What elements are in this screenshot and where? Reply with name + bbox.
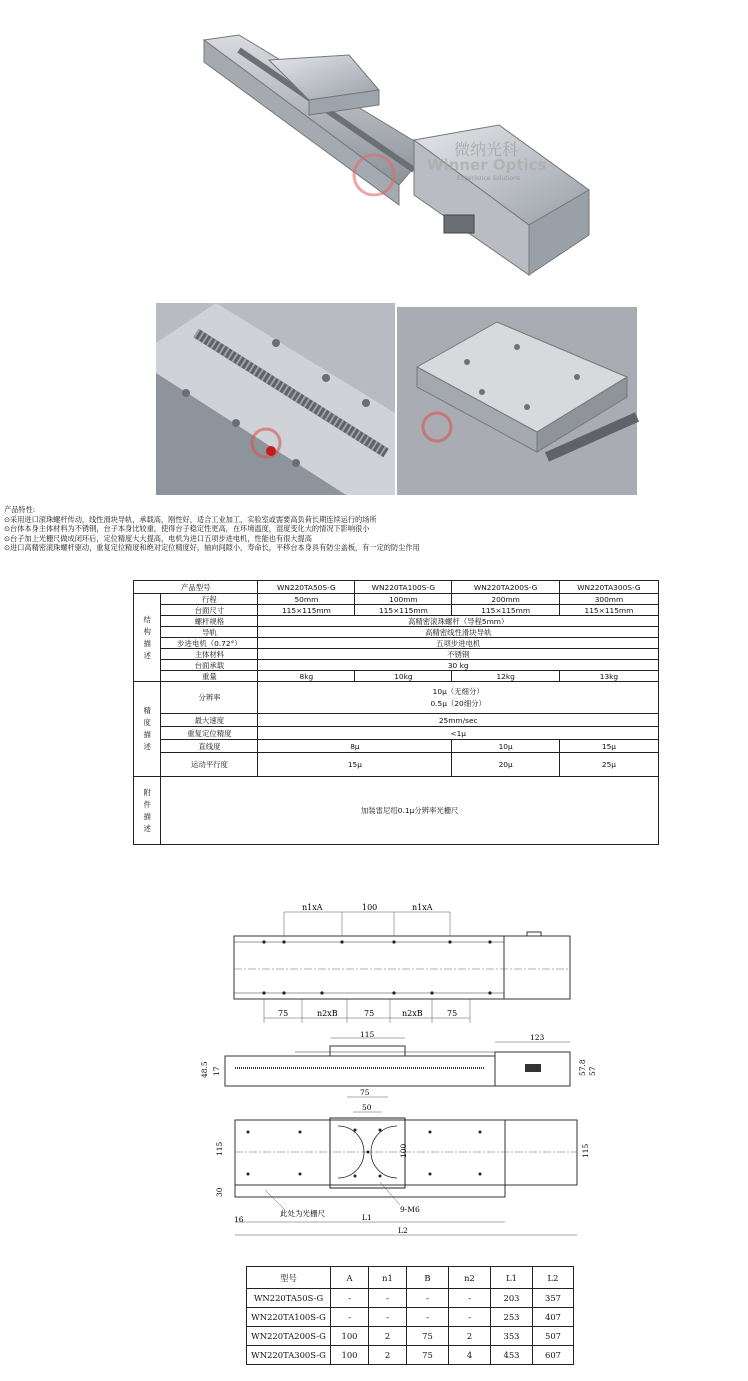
cell-value: 10kg bbox=[355, 671, 452, 682]
row-label-motor: 步进电机（0.72°） bbox=[161, 638, 258, 649]
dimension-table bbox=[246, 1266, 574, 1365]
row-label-repeat: 重复定位精度 bbox=[161, 727, 258, 740]
cell-value: 115×115mm bbox=[559, 605, 658, 616]
cell-value: <1μ bbox=[258, 727, 659, 740]
dim-label: 17 bbox=[212, 1066, 221, 1076]
cell-value: 115×115mm bbox=[452, 605, 560, 616]
accessory-value: 加装雷尼绍0.1μ分辨率光栅尺 bbox=[161, 777, 659, 845]
watermark-tag: Experience Solutions bbox=[457, 175, 520, 182]
table-header: B bbox=[407, 1267, 449, 1289]
cell-value: 五项步进电机 bbox=[258, 638, 659, 649]
row-label-load: 台面承载 bbox=[161, 660, 258, 671]
table-cell: 2 bbox=[369, 1327, 407, 1346]
model-header-label: 产品型号 bbox=[134, 581, 258, 594]
table-cell: WN220TA100S-G bbox=[247, 1308, 331, 1327]
feature-heading: 产品特性: bbox=[4, 505, 36, 514]
table-cell: 100 bbox=[331, 1327, 369, 1346]
cell-value: 20μ bbox=[452, 753, 560, 777]
cell-value: 10μ bbox=[452, 740, 560, 753]
model-name: WN220TA300S-G bbox=[559, 581, 658, 594]
cell-value: 25μ bbox=[559, 753, 658, 777]
cell-value: 300mm bbox=[559, 594, 658, 605]
table-header: L2 bbox=[533, 1267, 574, 1289]
cell-value: 高精密线性滑块导轨 bbox=[258, 627, 659, 638]
watermark-cn: 微纳光科 bbox=[454, 140, 519, 159]
table-cell: 507 bbox=[533, 1327, 574, 1346]
table-cell: 75 bbox=[407, 1346, 449, 1365]
feature-item: ⊙进口高精密滚珠螺杆驱动，重复定位精度和绝对定位精度好，轴向间隙小，寿命长，平移台本身具有防尘盖板，有一定的防尘作用 bbox=[4, 543, 420, 553]
table-cell: 2 bbox=[449, 1327, 491, 1346]
cell-value: 115×115mm bbox=[258, 605, 355, 616]
row-label-guide: 导轨 bbox=[161, 627, 258, 638]
feature-item: ⊙台子加上光栅尺做成闭环后，定位精度大大提高，电机为进口五项步进电机，性能也有很大提高 bbox=[4, 533, 312, 543]
cell-value: 25mm/sec bbox=[258, 714, 659, 727]
table-cell: 353 bbox=[491, 1327, 533, 1346]
cell-value: 8μ bbox=[258, 740, 452, 753]
drawing-top-view bbox=[222, 898, 582, 1023]
cell-value: 200mm bbox=[452, 594, 560, 605]
product-photo-screw bbox=[156, 303, 395, 495]
table-row bbox=[247, 1289, 574, 1308]
table-cell: 607 bbox=[533, 1346, 574, 1365]
dim-label: 50 bbox=[362, 1103, 372, 1112]
group-accessory: 附 件 描 述 bbox=[134, 777, 161, 845]
drawing-side-view bbox=[195, 1028, 595, 1098]
dim-label: 48.5 bbox=[200, 1061, 209, 1078]
row-label-material: 主体材料 bbox=[161, 649, 258, 660]
dim-label: 115 bbox=[581, 1143, 590, 1158]
table-cell: - bbox=[369, 1308, 407, 1327]
table-cell: 75 bbox=[407, 1327, 449, 1346]
cell-value: 13kg bbox=[559, 671, 658, 682]
cell-value: 115×115mm bbox=[355, 605, 452, 616]
cell-value: 不锈钢 bbox=[258, 649, 659, 660]
dim-label: 75 bbox=[364, 1009, 375, 1018]
cell-value: 100mm bbox=[355, 594, 452, 605]
dim-label: n2xB bbox=[402, 1009, 423, 1018]
dim-label: 100 bbox=[362, 903, 378, 912]
cell-value: 15μ bbox=[559, 740, 658, 753]
table-row bbox=[247, 1346, 574, 1365]
cell-value: 50mm bbox=[258, 594, 355, 605]
cell-value: 12kg bbox=[452, 671, 560, 682]
table-cell: WN220TA300S-G bbox=[247, 1346, 331, 1365]
table-header: L1 bbox=[491, 1267, 533, 1289]
group-structure: 结 构 描 述 bbox=[134, 594, 161, 682]
cell-value: 8kg bbox=[258, 671, 355, 682]
model-name: WN220TA100S-G bbox=[355, 581, 452, 594]
dim-label: 123 bbox=[530, 1033, 545, 1042]
dim-label: 115 bbox=[360, 1030, 375, 1039]
dim-label: 30 bbox=[215, 1187, 224, 1197]
dim-label: 75 bbox=[360, 1088, 370, 1097]
dim-label: 75 bbox=[447, 1009, 458, 1018]
spec-table bbox=[133, 580, 659, 845]
cell-value: 10μ（无细分） 0.5μ（20细分） bbox=[258, 682, 659, 714]
dim-label: 57.8 bbox=[578, 1059, 587, 1076]
table-cell: 2 bbox=[369, 1346, 407, 1365]
dim-label: 100 bbox=[399, 1143, 408, 1158]
dim-label: n1xA bbox=[412, 903, 433, 912]
model-name: WN220TA200S-G bbox=[452, 581, 560, 594]
dim-label: 16 bbox=[234, 1215, 244, 1224]
row-label-resolution: 分辨率 bbox=[161, 682, 258, 714]
dim-label: n1xA bbox=[302, 903, 323, 912]
feature-item: ⊙采用进口滚珠螺杆传动，线性滑块导轨，承载高，刚性好，适合工业加工，实验室或需要高负荷长期连续运行的场所 bbox=[4, 514, 377, 524]
row-label-straightness: 直线度 bbox=[161, 740, 258, 753]
dim-label: 此处为光栅尺 bbox=[280, 1209, 325, 1218]
table-cell: - bbox=[369, 1289, 407, 1308]
row-label-max-speed: 最大速度 bbox=[161, 714, 258, 727]
table-cell: 253 bbox=[491, 1308, 533, 1327]
row-label-weight: 重量 bbox=[161, 671, 258, 682]
dim-label: 57 bbox=[588, 1066, 597, 1076]
table-cell: 357 bbox=[533, 1289, 574, 1308]
table-cell: WN220TA50S-G bbox=[247, 1289, 331, 1308]
row-label-screw: 螺杆规格 bbox=[161, 616, 258, 627]
table-cell: - bbox=[449, 1289, 491, 1308]
dim-label: 75 bbox=[278, 1009, 289, 1018]
table-cell: - bbox=[407, 1308, 449, 1327]
table-cell: 203 bbox=[491, 1289, 533, 1308]
dim-label: L1 bbox=[362, 1213, 372, 1222]
table-cell: - bbox=[331, 1289, 369, 1308]
row-label-stroke: 行程 bbox=[161, 594, 258, 605]
table-header: A bbox=[331, 1267, 369, 1289]
feature-list bbox=[4, 505, 744, 553]
cell-value: 30 kg bbox=[258, 660, 659, 671]
group-precision: 精 度 描 述 bbox=[134, 682, 161, 777]
table-cell: 100 bbox=[331, 1346, 369, 1365]
dim-label: 9-M6 bbox=[400, 1205, 420, 1214]
table-cell: - bbox=[407, 1289, 449, 1308]
table-row bbox=[247, 1327, 574, 1346]
drawing-plan-view bbox=[210, 1090, 595, 1250]
dim-label: 115 bbox=[215, 1141, 224, 1156]
cell-value: 15μ bbox=[258, 753, 452, 777]
model-name: WN220TA50S-G bbox=[258, 581, 355, 594]
table-row bbox=[247, 1308, 574, 1327]
product-photo-carriage bbox=[397, 307, 637, 495]
watermark-en: Winner Optics bbox=[427, 156, 547, 174]
feature-item: ⊙台体本身主体材料为不锈钢，台子本身比较重，使得台子稳定性更高，在环境温度，湿度变化大的情况下影响很小 bbox=[4, 524, 370, 534]
table-header: 型号 bbox=[247, 1267, 331, 1289]
table-cell: 4 bbox=[449, 1346, 491, 1365]
table-cell: 407 bbox=[533, 1308, 574, 1327]
table-cell: 453 bbox=[491, 1346, 533, 1365]
dim-label: n2xB bbox=[317, 1009, 338, 1018]
row-label-parallelism: 运动平行度 bbox=[161, 753, 258, 777]
table-header: n2 bbox=[449, 1267, 491, 1289]
table-cell: - bbox=[449, 1308, 491, 1327]
table-header: n1 bbox=[369, 1267, 407, 1289]
row-label-table-size: 台面尺寸 bbox=[161, 605, 258, 616]
table-cell: WN220TA200S-G bbox=[247, 1327, 331, 1346]
product-photo-main bbox=[199, 30, 591, 290]
table-cell: - bbox=[331, 1308, 369, 1327]
cell-value: 高精密滚珠螺杆（导程5mm） bbox=[258, 616, 659, 627]
dim-label: L2 bbox=[398, 1226, 408, 1235]
